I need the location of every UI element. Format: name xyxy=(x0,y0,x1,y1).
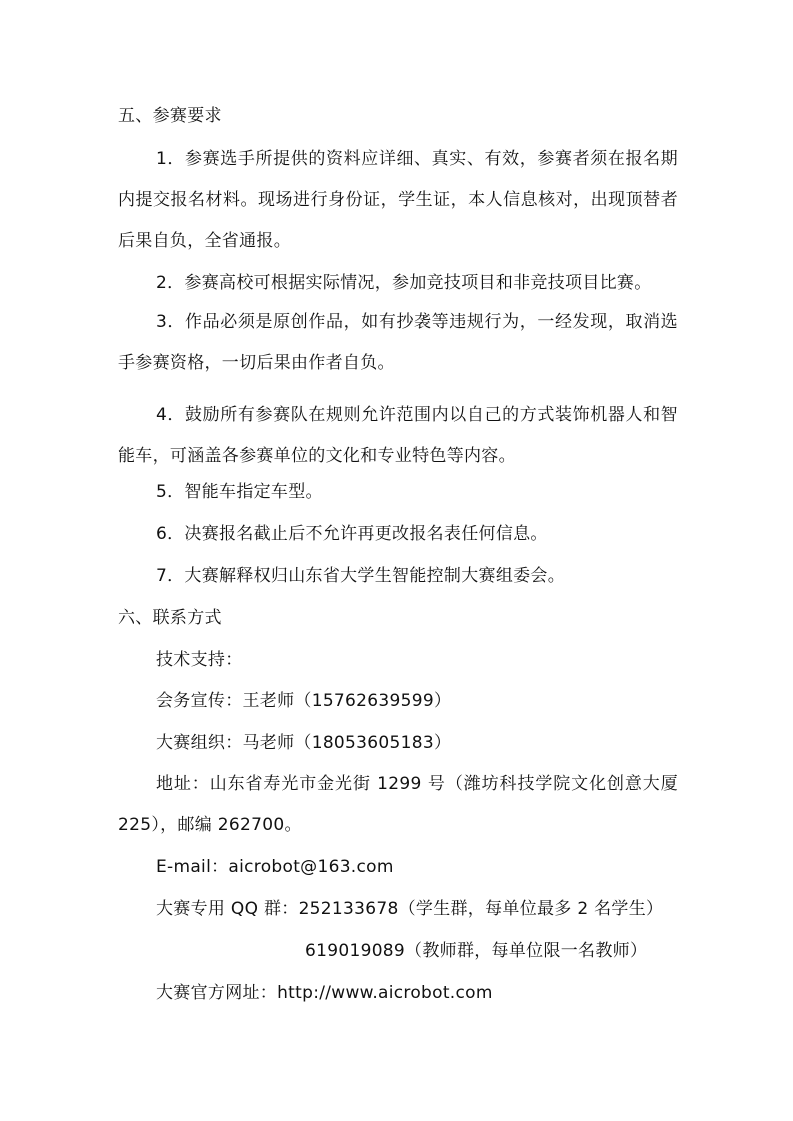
organization-contact-line: 大赛组织：马老师（18053605183） xyxy=(156,733,452,753)
qq-group-line-1: 大赛专用 QQ 群：252133678（学生群，每单位最多 2 名学生） xyxy=(156,899,664,919)
section-6-heading: 六、联系方式 xyxy=(118,608,222,628)
section-5-heading: 五、参赛要求 xyxy=(118,106,222,126)
requirement-item-1: 1．参赛选手所提供的资料应详细、真实、有效，参赛者须在报名期内提交报名材料。现场进行身份证，学生证，本人信息核对，出现顶替者后果自负，全省通报。 xyxy=(118,149,678,251)
publicity-contact-line: 会务宣传：王老师（15762639599） xyxy=(156,691,452,711)
website-line: 大赛官方网址：http://www.aicrobot.com xyxy=(156,983,493,1003)
requirement-item-7: 7．大赛解释权归山东省大学生智能控制大赛组委会。 xyxy=(156,566,566,586)
requirement-item-3: 3．作品必须是原创作品，如有抄袭等违规行为，一经发现，取消选手参赛资格，一切后果由作者自负。 xyxy=(118,312,678,373)
address-line: 地址：山东省寿光市金光街 1299 号（潍坊科技学院文化创意大厦 225），邮编 262700。 xyxy=(118,774,678,835)
requirement-item-2: 2．参赛高校可根据实际情况，参加竞技项目和非竞技项目比赛。 xyxy=(156,273,652,293)
qq-group-line-2: 619019089（教师群，每单位限一名教师） xyxy=(305,941,648,961)
email-line: E-mail：aicrobot@163.com xyxy=(156,857,394,877)
requirement-item-5: 5．智能车指定车型。 xyxy=(156,482,323,502)
tech-support-line: 技术支持： xyxy=(156,650,243,670)
requirement-item-6: 6．决赛报名截止后不允许再更改报名表任何信息。 xyxy=(156,524,548,544)
requirement-item-4: 4．鼓励所有参赛队在规则允许范围内以自己的方式装饰机器人和智能车，可涵盖各参赛单位的文化和专业特色等内容。 xyxy=(118,405,678,466)
